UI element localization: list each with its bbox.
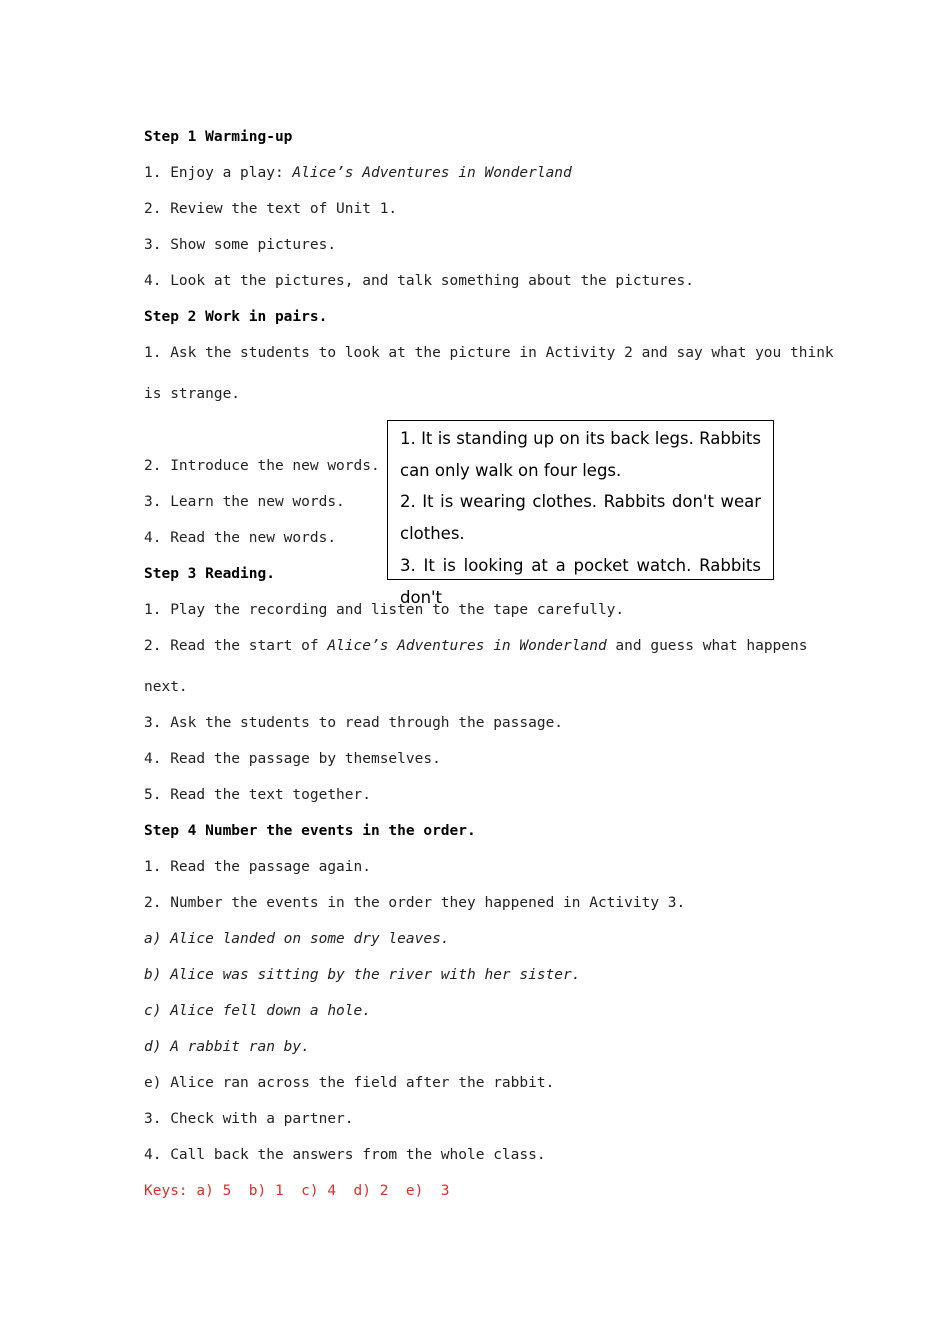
event-a: a) Alice landed on some dry leaves. [144,931,450,947]
step2-heading: Step 2 Work in pairs. [144,309,328,325]
item-text-suffix: and guess what happens [606,638,808,654]
step3-item-2 [144,636,807,656]
answer-text-box [387,420,774,607]
step2-item-2: 2. Introduce the new words. [144,458,380,474]
step4-heading: Step 4 Number the events in the order. [144,823,476,839]
answer-keys: Keys: a) 5 b) 1 c) 4 d) 2 e) 3 [144,1183,450,1199]
step1-item-2: 2. Review the text of Unit 1. [144,201,398,217]
step4-item-3: 3. Check with a partner. [144,1111,354,1127]
step2-item-3: 3. Learn the new words. [144,494,345,510]
step2-item-1-cont: is strange. [144,386,241,402]
step1-item-3: 3. Show some pictures. [144,237,337,253]
step3-item-2-cont: next. [144,679,188,695]
answer-line-1: 1. It is standing up on its back legs. Rabbits can only walk on four legs. [400,429,761,480]
step3-item-4: 4. Read the passage by themselves. [144,751,441,767]
step4-item-2: 2. Number the events in the order they happened in Activity 3. [144,895,686,911]
event-d: d) A rabbit ran by. [144,1039,310,1055]
step1-heading: Step 1 Warming-up [144,129,293,145]
answer-line-3: 3. It is looking at a pocket watch. Rabbits don't [400,555,761,607]
event-b: b) Alice was sitting by the river with her sister. [144,967,581,983]
step1-item-1 [144,163,572,183]
step3-item-1: 1. Play the recording and listen to the tape carefully. [144,602,625,618]
book-title: Alice’s Adventures in Wonderland [292,165,572,181]
item-text: 1. Enjoy a play: [144,165,293,181]
step2-item-1: 1. Ask the students to look at the picture in Activity 2 and say what you think [144,345,834,361]
event-e: e) Alice ran across the field after the rabbit. [144,1075,555,1091]
step3-item-3: 3. Ask the students to read through the passage. [144,715,564,731]
event-c: c) Alice fell down a hole. [144,1003,371,1019]
step2-item-4: 4. Read the new words. [144,530,337,546]
step4-item-4: 4. Call back the answers from the whole class. [144,1147,546,1163]
item-text: 2. Read the start of [144,638,328,654]
step4-item-1: 1. Read the passage again. [144,859,371,875]
step3-heading: Step 3 Reading. [144,566,275,582]
step1-item-4: 4. Look at the pictures, and talk something about the pictures. [144,273,694,289]
answer-line-2: 2. It is wearing clothes. Rabbits don't wear clothes. [400,492,761,544]
step3-item-5: 5. Read the text together. [144,787,371,803]
book-title: Alice’s Adventures in Wonderland [327,638,607,654]
